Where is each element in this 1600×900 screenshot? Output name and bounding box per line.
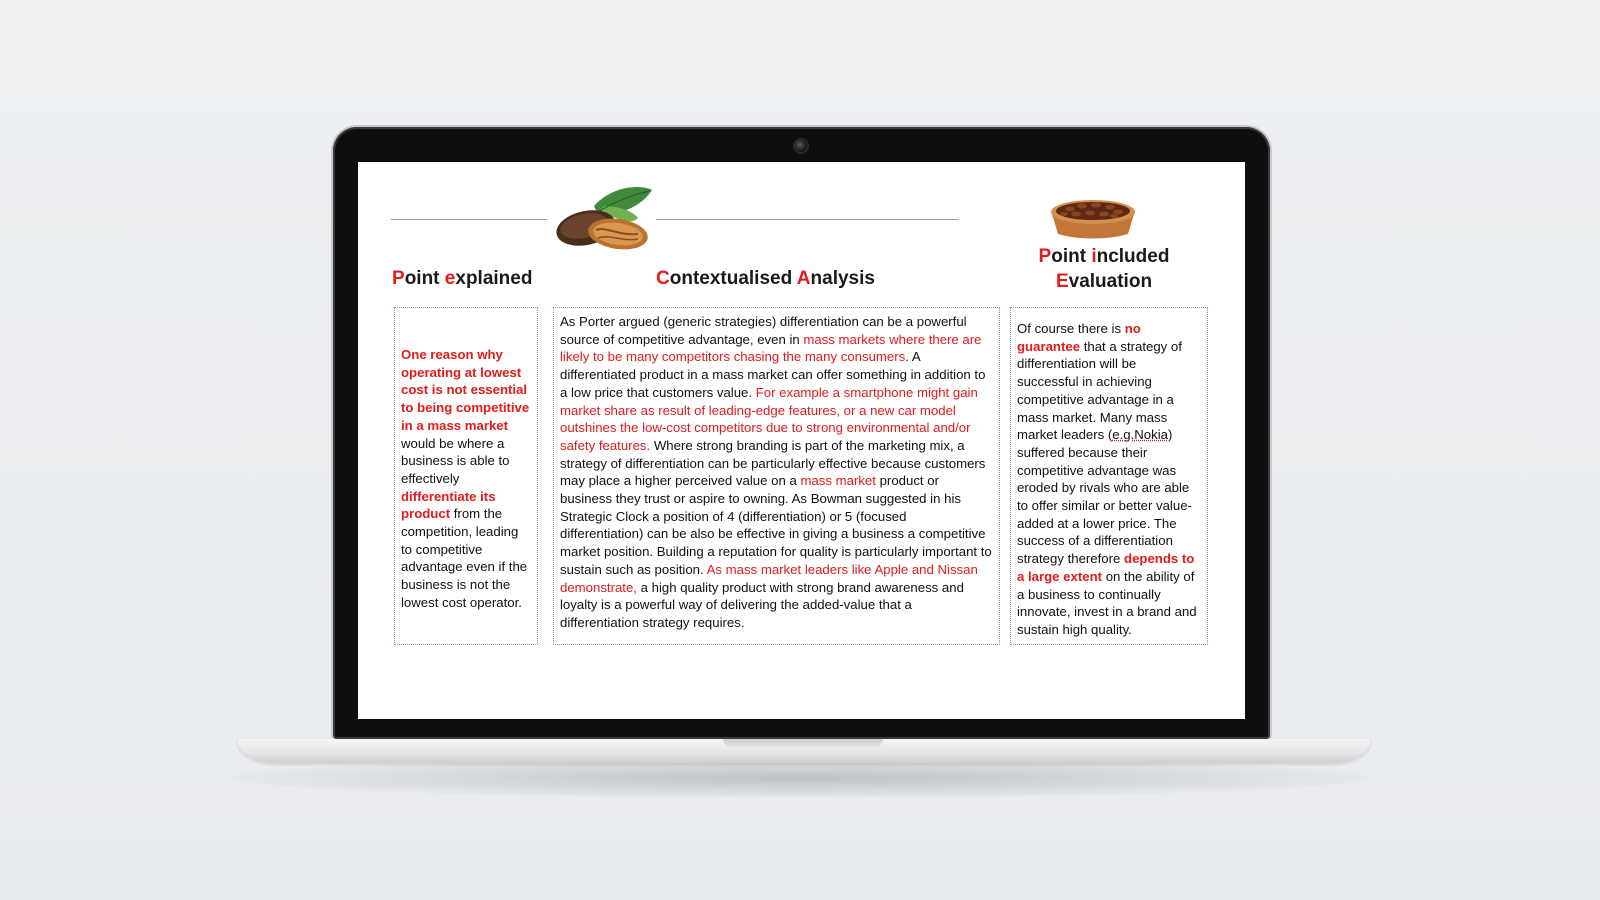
underlined-text: e.g.Nokia (1112, 427, 1168, 443)
body-text: that a strategy of differentiation will be successful in achieving competitive advantage in a mass market. Many mass market leaders ( (1017, 338, 1182, 443)
heading-contextualised-analysis (656, 266, 875, 291)
header-rule-left (391, 219, 547, 220)
heading-initial: A (796, 268, 811, 289)
highlight-text: no guarantee (1017, 321, 1141, 354)
header-rule-right (656, 219, 959, 220)
contextualised-analysis-box (553, 307, 1000, 645)
heading-initial: P (1038, 246, 1052, 267)
heading-initial: i (1091, 246, 1097, 267)
body-text: Of course there is (1017, 321, 1125, 336)
highlight-text: As mass market leaders like Apple and Nissan demonstrate, (560, 561, 978, 595)
body-text: product or business they trust or aspire to owning. As Bowman suggested in his Strategic Clock a position of 4 (differentiation) or 5 (focused differentiation) can be also be effective in giving a business a competitive market position. Building a reputation for quality is particularly important to sustain such as position. (560, 473, 992, 577)
body-text: on the ability of a business to continually innovate, invest in a brand and sustain high quality. (1017, 568, 1197, 637)
heading-text: xplained (455, 268, 533, 289)
pecan-pie-illustration (1048, 194, 1138, 240)
highlight-text: mass markets where there are likely to be many competitors chasing the many consumers (560, 331, 982, 365)
body-text: ) suffered because their competitive advantage was eroded by rivals who are able to offer similar or better value-added at a lower price. The success of a differentiation strategy therefore (1017, 427, 1192, 567)
pecan-nuts-illustration (554, 184, 658, 254)
heading-text: ontextualised (669, 268, 797, 289)
laptop-opening-notch (723, 739, 883, 747)
heading-text: nalysis (810, 268, 875, 289)
heading-initial: e (444, 268, 456, 289)
body-text: As Porter argued (generic strategies) differentiation can be a powerful source of competitive advantage, even in (560, 314, 967, 347)
heading-evaluation (1023, 244, 1185, 294)
highlight-text: mass market (800, 473, 876, 489)
body-text: a high quality product with strong brand awareness and loyalty is a powerful way of delivering the added-value that a differentiation strategy requires. (560, 579, 964, 630)
laptop-shadow (230, 758, 1370, 798)
heading-initial: P (392, 268, 405, 289)
evaluation-box (1010, 307, 1208, 645)
body-text: from the competition, leading to competitive advantage even if the business is not the lowest cost operator. (401, 506, 528, 610)
body-text: . A differentiated product in a mass market can offer something in addition to a low price that customers value. (560, 349, 986, 400)
laptop-screen (358, 162, 1245, 719)
laptop-base (238, 739, 1370, 763)
highlight-text: differentiate its product (401, 488, 496, 522)
body-text: would be where a business is able to effectively (401, 435, 510, 486)
point-explained-box (394, 307, 538, 645)
highlight-text: depends to a large extent (1017, 551, 1195, 584)
highlight-text: One reason why operating at lowest cost is not essential to being competitive in a mass market (401, 347, 530, 433)
heading-text: oint (1051, 246, 1092, 267)
heading-initial: C (656, 268, 670, 289)
heading-initial: E (1055, 271, 1069, 292)
heading-text: oint (404, 268, 445, 289)
highlight-text: For example a smartphone might gain market share as result of leading-edge features, or a new car model outshines the low-cost competitors due to strong environmental and/or safety features. (560, 384, 978, 453)
webcam-icon (795, 140, 807, 152)
heading-text: ncluded (1096, 246, 1170, 267)
heading-point-explained (392, 266, 532, 291)
laptop-lid (333, 127, 1270, 739)
body-text: Where strong branding is part of the marketing mix, a strategy of differentiation can be particularly effective because customers may place a higher perceived value on a (560, 437, 986, 489)
heading-text: valuation (1068, 271, 1153, 292)
